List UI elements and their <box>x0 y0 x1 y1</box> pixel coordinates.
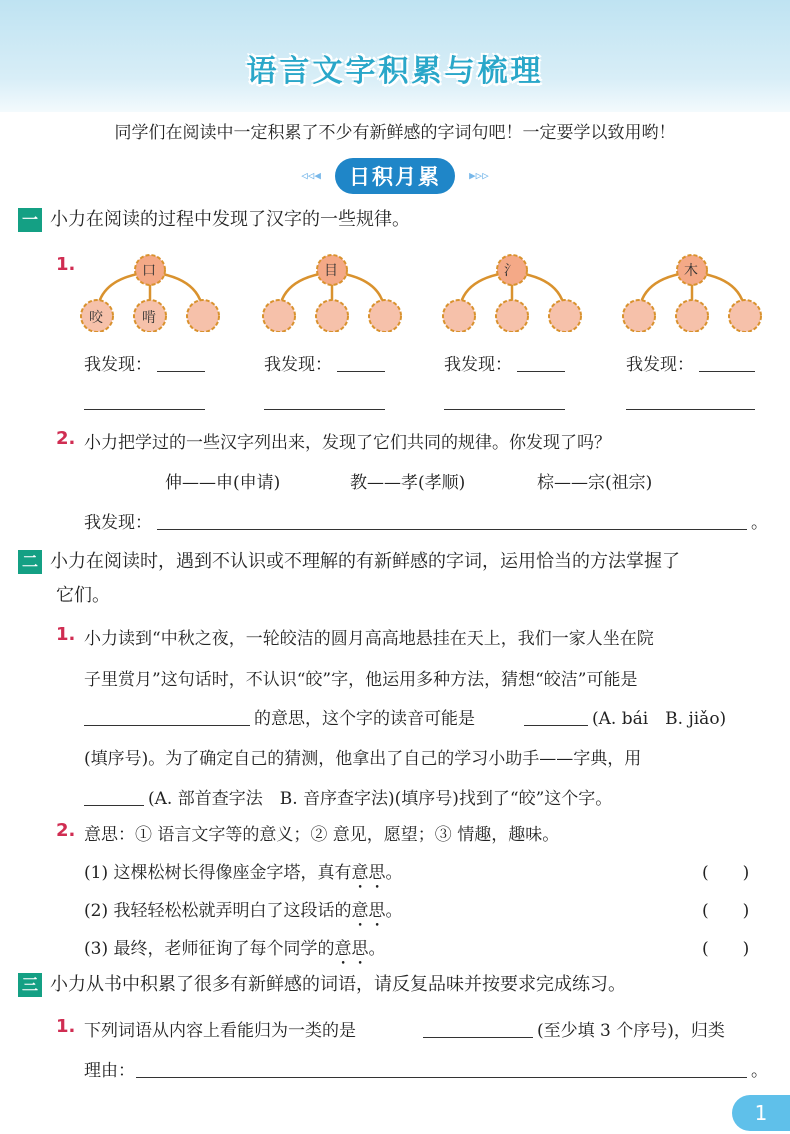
intro-text: 同学们在阅读中一定积累了不少有新鲜感的字词句吧！一定要学以致用哟！ <box>114 123 676 143</box>
subtitle-pill: 日积月累 <box>335 158 455 194</box>
pair-3: 棕——宗(祖宗) <box>537 473 653 493</box>
s2-q1-line2: 子里赏月”这句话时，不认识“皎”字，他运用多种方法，猜想“皎洁”可能是 <box>84 670 638 690</box>
s3-q1-line2: 理由： <box>84 1061 135 1081</box>
tree1-leaf-2: 啃 <box>142 310 156 326</box>
section2-title-1: 小力在阅读时，遇到不认识或不理解的有新鲜感的字词，运用恰当的方法掌握了 <box>50 551 680 572</box>
answer-paren-1[interactable]: ( ) <box>702 863 750 883</box>
section2-badge: 二 <box>18 550 42 574</box>
s2-q1-line3b: (A. bái B. jiǎo) <box>592 709 727 729</box>
answer-paren-3[interactable]: ( ) <box>702 939 750 959</box>
section2-title-2: 它们。 <box>56 585 110 606</box>
s3-q1-number: 1. <box>56 1016 76 1037</box>
s2-q2-item-3: (3) 最终，老师征询了每个同学的意思。 <box>84 939 386 959</box>
section3-title: 小力从书中积累了很多有新鲜感的词语，请反复品味并按要求完成练习。 <box>50 974 626 995</box>
tree2-root: 目 <box>324 263 338 279</box>
answer-line-2b[interactable] <box>264 408 385 410</box>
s2-q2-item-2: (2) 我轻轻松松就弄明白了这段话的意思。 <box>84 901 403 921</box>
q2-end: 。 <box>751 513 768 533</box>
answer-line-method[interactable] <box>84 804 144 806</box>
answer-line-1a[interactable] <box>157 370 205 372</box>
tree4-root: 木 <box>684 263 698 279</box>
s2-q1-line5: (A. 部首查字法 B. 音序查字法)(填序号)找到了“皎”这个字。 <box>148 789 613 809</box>
arrow-left-icon: ◃◃◂ <box>301 168 321 184</box>
s3-q1-line1b: (至少填 3 个序号)，归类 <box>537 1021 725 1041</box>
arrow-right-icon: ▸▹▹ <box>469 168 489 184</box>
s2-q2-meaning: 意思：① 语言文字等的意义；② 意见，愿望；③ 情趣，趣味。 <box>84 825 560 845</box>
q2-text: 小力把学过的一些汉字列出来，发现了它们共同的规律。你发现了吗？ <box>84 433 611 453</box>
answer-line-4b[interactable] <box>626 408 755 410</box>
section3-heading <box>18 968 626 1002</box>
found-label-4: 我发现： <box>626 355 694 375</box>
found-label-q2: 我发现： <box>84 513 152 533</box>
answer-line-pinyin[interactable] <box>524 724 588 726</box>
answer-line-3b[interactable] <box>444 408 565 410</box>
q2-number: 2. <box>56 428 76 449</box>
s2-q1-number: 1. <box>56 624 76 645</box>
subtitle-row <box>0 158 790 194</box>
s3-q1-line1a: 下列词语从内容上看能归为一类的是 <box>84 1021 356 1041</box>
found-label-2: 我发现： <box>264 355 332 375</box>
section1-heading <box>18 203 410 237</box>
answer-paren-2[interactable]: ( ) <box>702 901 750 921</box>
section3-badge: 三 <box>18 973 42 997</box>
section1-badge: 一 <box>18 208 42 232</box>
answer-line-4a[interactable] <box>699 370 755 372</box>
s2-q2-item-1: (1) 这棵松树长得像座金字塔，真有意思。 <box>84 863 403 883</box>
s2-q2-number: 2. <box>56 820 76 841</box>
answer-line-meaning[interactable] <box>84 724 250 726</box>
tree3-root: 氵 <box>504 263 518 279</box>
s3-q1-end: 。 <box>751 1061 768 1081</box>
q1-number: 1. <box>56 254 76 275</box>
answer-line-reason[interactable] <box>136 1076 747 1078</box>
section2-heading <box>18 545 680 579</box>
s2-q1-line4: (填序号)。为了确定自己的猜测，他拿出了自己的学习小助手——字典，用 <box>84 749 642 769</box>
tree1-leaf-1: 咬 <box>89 310 103 326</box>
answer-line-group[interactable] <box>423 1036 533 1038</box>
answer-line-3a[interactable] <box>517 370 565 372</box>
found-label-1: 我发现： <box>84 355 152 375</box>
answer-line-1b[interactable] <box>84 408 205 410</box>
pair-2: 教——孝(孝顺) <box>350 473 466 493</box>
tree1-root: 口 <box>142 263 156 279</box>
s2-q1-line1: 小力读到“中秋之夜，一轮皎洁的圆月高高地悬挂在天上，我们一家人坐在院 <box>84 629 654 649</box>
page-title: 语言文字积累与梳理 <box>246 54 544 89</box>
answer-line-q2[interactable] <box>157 528 747 530</box>
pair-1: 伸——申(申请) <box>165 473 281 493</box>
dotted-word-1: 意思 <box>351 863 386 883</box>
s2-q1-line3a: 的意思，这个字的读音可能是 <box>254 709 475 729</box>
dotted-word-2: 意思 <box>351 901 386 921</box>
page-number: 1 <box>732 1095 790 1131</box>
dotted-word-3: 意思 <box>334 939 369 959</box>
found-label-3: 我发现： <box>444 355 512 375</box>
section1-title: 小力在阅读的过程中发现了汉字的一些规律。 <box>50 209 410 230</box>
answer-line-2a[interactable] <box>337 370 385 372</box>
